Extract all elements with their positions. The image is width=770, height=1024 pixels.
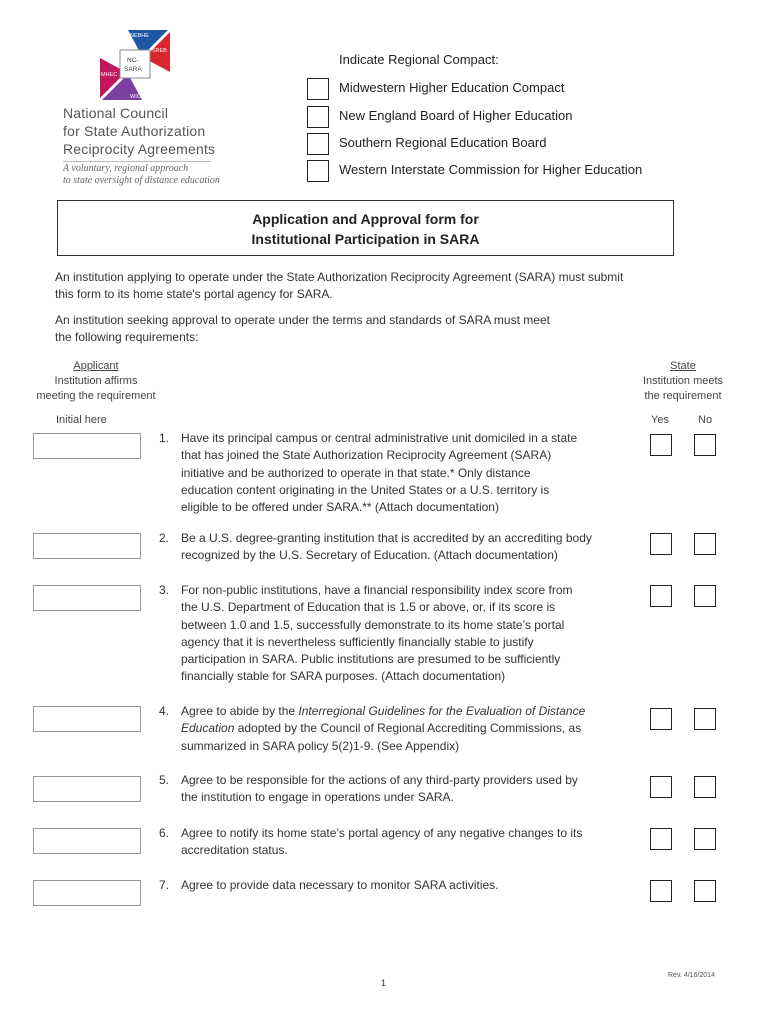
requirement-line: Agree to notify its home state’s portal agency of any negative changes to its <box>181 826 583 840</box>
requirement-text <box>181 582 621 686</box>
requirement-text <box>181 877 621 894</box>
requirement-number: 6. <box>159 826 170 840</box>
org-name-line2: for State Authorization <box>63 123 206 139</box>
page-number: 1 <box>381 978 387 988</box>
requirement-row-2 <box>0 530 770 570</box>
requirement-line: accreditation status. <box>181 843 288 858</box>
requirement-row-5 <box>0 772 770 812</box>
requirement-text <box>181 430 621 516</box>
revision-date: Rev. 4/16/2014 <box>668 972 715 979</box>
initial-field[interactable] <box>33 828 141 854</box>
requirement-line: Agree to provide data necessary to monitor SARA activities. <box>181 878 499 892</box>
initial-field[interactable] <box>33 776 141 802</box>
requirement-text-plain: adopted by the Council of Regional Accrediting Commissions, as <box>234 721 582 736</box>
logo-center-top: NC- <box>127 57 139 64</box>
requirement-line: financially stable for SARA purposes. (Attach documentation) <box>181 669 506 684</box>
form-title-line2: Institutional Participation in SARA <box>251 231 480 247</box>
logo-tag-right: SREB <box>152 48 167 54</box>
yes-checkbox[interactable] <box>650 585 672 607</box>
initial-field[interactable] <box>33 533 141 559</box>
initial-field[interactable] <box>33 880 141 906</box>
requirement-line: education content originating in the United States or a U.S. territory is <box>181 482 550 497</box>
requirement-number: 3. <box>159 583 170 597</box>
requirement-number: 2. <box>159 531 170 545</box>
compact-option-label: New England Board of Higher Education <box>339 108 573 123</box>
yes-checkbox[interactable] <box>650 434 672 456</box>
applicant-heading: Applicant <box>73 360 119 372</box>
org-name-line1: National Council <box>63 105 169 121</box>
yes-checkbox[interactable] <box>650 880 672 902</box>
requirement-line <box>181 703 621 720</box>
compact-title: Indicate Regional Compact: <box>339 52 499 67</box>
initial-field[interactable] <box>33 706 141 732</box>
requirement-row-7 <box>0 877 770 911</box>
yes-checkbox[interactable] <box>650 776 672 798</box>
no-checkbox[interactable] <box>694 533 716 555</box>
yes-column-label: Yes <box>651 414 669 426</box>
intro-p2-line2: the following requirements: <box>55 330 199 344</box>
state-heading: State <box>670 360 696 372</box>
requirement-line: eligible to be offered under SARA.** (Attach documentation) <box>181 500 499 515</box>
requirement-text <box>181 530 621 565</box>
requirement-line: agency that it is nevertheless sufficiently financially stable to justify <box>181 634 534 649</box>
form-title-box <box>57 200 674 256</box>
requirement-line: summarized in SARA policy 5(2)1-9. (See Appendix) <box>181 738 460 753</box>
requirement-line: Be a U.S. degree-granting institution that is accredited by an accrediting body <box>181 531 592 545</box>
requirement-text <box>181 772 621 807</box>
state-subheading-2: the requirement <box>644 390 722 402</box>
org-name-line3: Reciprocity Agreements <box>63 141 216 157</box>
form-title <box>58 201 673 249</box>
nc-sara-logo <box>98 28 172 102</box>
requirement-row-3 <box>0 582 770 692</box>
no-column-label: No <box>698 414 713 426</box>
yes-checkbox[interactable] <box>650 708 672 730</box>
state-subheading-1: Institution meets <box>642 375 724 387</box>
requirement-line <box>181 720 621 737</box>
requirement-text <box>181 825 621 860</box>
no-checkbox[interactable] <box>694 708 716 730</box>
intro-p1-line1: An institution applying to operate under the State Authorization Reciprocity Agreement (SARA) must submit <box>55 270 624 284</box>
no-checkbox[interactable] <box>694 776 716 798</box>
form-title-line1: Application and Approval form for <box>252 211 479 227</box>
requirement-line: participation in SARA. Public institutions are presumed to be sufficiently <box>181 652 561 667</box>
requirement-number: 4. <box>159 704 170 718</box>
applicant-subheading-1: Institution affirms <box>54 375 138 387</box>
compact-checkbox[interactable] <box>307 78 329 100</box>
org-divider <box>63 161 211 162</box>
applicant-subheading-2: meeting the requirement <box>36 390 156 402</box>
requirement-line: For non-public institutions, have a financial responsibility index score from <box>181 583 573 597</box>
compact-option-label: Western Interstate Commission for Higher Education <box>339 162 643 177</box>
guidelines-title: Interregional Guidelines for the Evaluation of Distance <box>298 704 586 718</box>
initial-field[interactable] <box>33 433 141 459</box>
org-tagline-line2: to state oversight of distance education <box>63 175 220 186</box>
compact-option-label: Southern Regional Education Board <box>339 135 547 150</box>
requirement-line: the U.S. Department of Education that is 1.5 or above, or, if its score is <box>181 600 556 615</box>
requirement-line: Agree to be responsible for the actions of any third-party providers used by <box>181 773 578 787</box>
no-checkbox[interactable] <box>694 585 716 607</box>
requirement-row-6 <box>0 825 770 865</box>
org-name <box>63 104 215 158</box>
compact-checkbox[interactable] <box>307 160 329 182</box>
requirement-text-plain: Agree to abide by the <box>181 704 299 718</box>
initial-field[interactable] <box>33 585 141 611</box>
intro-p1-line2: this form to its home state's portal agency for SARA. <box>55 287 333 301</box>
logo-tag-bottom: WICHE <box>130 94 149 100</box>
intro-p2-line1: An institution seeking approval to operate under the terms and standards of SARA must meet <box>55 313 550 327</box>
requirement-number: 5. <box>159 773 170 787</box>
guidelines-title-cont: Education <box>181 721 235 736</box>
applicant-column-header <box>20 359 172 404</box>
requirement-number: 7. <box>159 878 170 892</box>
logo-center-bottom: SARA <box>124 66 142 73</box>
org-tagline-line1: A voluntary, regional approach <box>63 163 189 174</box>
requirement-line: that has joined the State Authorization Reciprocity Agreement (SARA) <box>181 448 552 463</box>
requirement-row-4 <box>0 703 770 759</box>
intro-paragraph-2 <box>55 312 695 346</box>
requirement-number: 1. <box>159 431 170 445</box>
compact-checkbox[interactable] <box>307 106 329 128</box>
no-checkbox[interactable] <box>694 880 716 902</box>
requirement-line: between 1.0 and 1.5, successfully demonstrate to its home state’s portal <box>181 617 565 632</box>
requirement-line: Have its principal campus or central administrative unit domiciled in a state <box>181 431 578 445</box>
logo-tag-top: NEBHE <box>130 33 149 39</box>
yes-checkbox[interactable] <box>650 828 672 850</box>
no-checkbox[interactable] <box>694 828 716 850</box>
requirement-row-1 <box>0 430 770 520</box>
no-checkbox[interactable] <box>694 434 716 456</box>
requirement-text <box>181 703 621 755</box>
compact-option-label: Midwestern Higher Education Compact <box>339 80 565 95</box>
logo-tag-left: MHEC <box>101 72 118 78</box>
compact-checkbox[interactable] <box>307 133 329 155</box>
org-tagline <box>63 163 220 187</box>
state-column-header <box>628 359 738 404</box>
requirement-line: initiative and be authorized to operate in that state.* Only distance <box>181 465 531 480</box>
requirement-line: recognized by the U.S. Secretary of Education. (Attach documentation) <box>181 548 558 563</box>
yes-checkbox[interactable] <box>650 533 672 555</box>
intro-paragraph-1 <box>55 269 695 303</box>
initial-here-label: Initial here <box>56 414 107 426</box>
requirement-line: the institution to engage in operations under SARA. <box>181 790 454 805</box>
